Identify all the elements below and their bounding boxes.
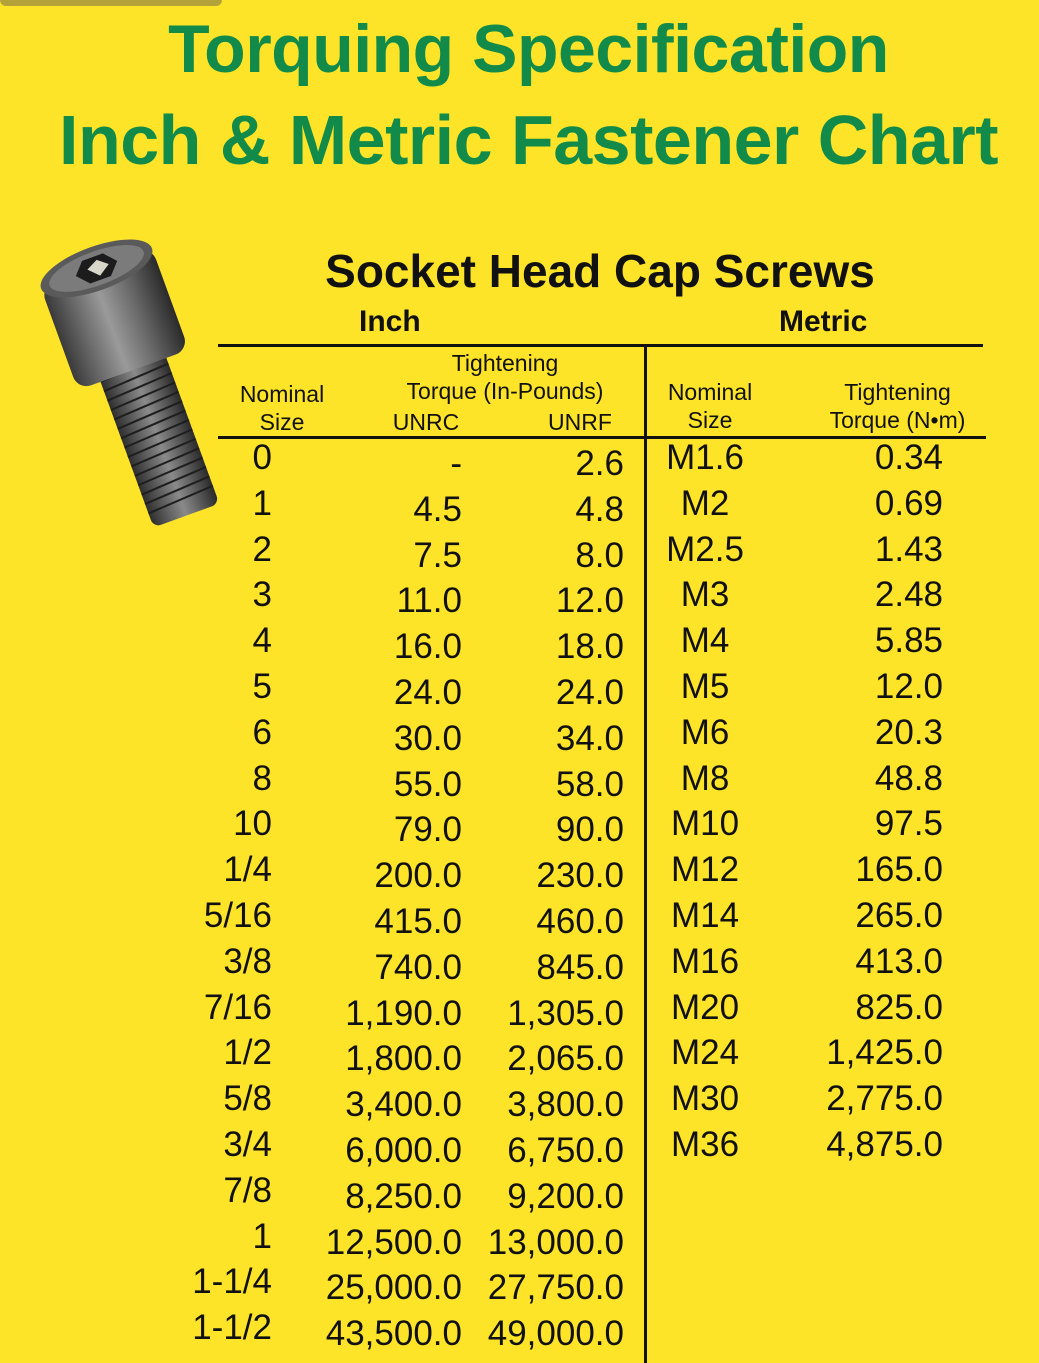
metric-nominal-size-cell: M24 [670, 1033, 740, 1073]
unrc-torque-cell: 200.0 [374, 856, 462, 896]
unrc-torque-cell: 24.0 [393, 673, 462, 712]
unrf-torque-cell: 8.0 [575, 535, 624, 575]
unrc-torque-cell: 25,000.0 [325, 1268, 462, 1308]
header-inch-tightening-line1: Tightening [451, 350, 559, 376]
unrc-torque-cell: 55.0 [393, 764, 462, 804]
header-metric-tightening-torque [815, 378, 980, 434]
metric-torque-cell: 12.0 [874, 667, 943, 706]
metric-torque-cell: 265.0 [855, 896, 943, 935]
metric-torque-cell: 97.5 [874, 804, 943, 844]
inch-nominal-size-cell: 5/8 [223, 1079, 272, 1119]
metric-torque-cell: 5.85 [874, 621, 943, 661]
inch-nominal-size-cell: 6 [252, 712, 272, 752]
header-inch-nominal-size [222, 380, 342, 436]
metric-torque-cell: 2.48 [874, 575, 943, 615]
unrf-torque-cell: 49,000.0 [487, 1314, 624, 1354]
header-inch-tightening-torque [380, 349, 630, 405]
header-inch-nominal-line2: Size [259, 409, 305, 435]
inch-nominal-size-cell: 7/16 [203, 987, 272, 1027]
unrf-torque-cell: 460.0 [536, 902, 624, 941]
metric-nominal-size-cell: M1.6 [666, 438, 744, 477]
header-inch-tightening-line2: Torque (In-Pounds) [406, 378, 604, 404]
header-metric-nominal-line1: Nominal [667, 379, 753, 405]
inch-nominal-size-cell: 3 [252, 575, 272, 615]
unrc-torque-cell: 12,500.0 [325, 1222, 462, 1262]
unrf-torque-cell: 12.0 [555, 581, 624, 621]
unrc-torque-cell: 740.0 [374, 947, 462, 987]
unrc-torque-cell: 4.5 [413, 489, 462, 529]
section-label-metric: Metric [779, 305, 868, 338]
metric-nominal-size-cell: M3 [680, 575, 730, 615]
metric-torque-cell: 4,875.0 [826, 1125, 943, 1164]
unrf-torque-cell: 24.0 [555, 673, 624, 712]
metric-nominal-size-cell: M2 [680, 483, 730, 523]
metric-torque-cell: 1.43 [874, 529, 943, 569]
metric-nominal-size-cell: M6 [680, 712, 730, 752]
inch-nominal-size-cell: 1/2 [223, 1033, 272, 1073]
metric-nominal-size-cell: M8 [680, 758, 730, 798]
inch-nominal-size-cell: 5/16 [203, 896, 272, 935]
unrc-torque-cell: 1,190.0 [345, 993, 462, 1033]
metric-torque-cell: 2,775.0 [826, 1079, 943, 1119]
column-divider [644, 344, 647, 1363]
metric-torque-cell: 413.0 [855, 941, 943, 981]
header-metric-tightening-line2: Torque (N•m) [829, 407, 966, 433]
unrc-torque-cell: 79.0 [393, 810, 462, 850]
unrc-torque-cell: 16.0 [393, 627, 462, 667]
page-title-line2: Inch & Metric Fastener Chart [59, 101, 998, 179]
metric-nominal-size-cell: M36 [670, 1125, 740, 1164]
unrc-torque-cell: 415.0 [374, 902, 462, 941]
metric-torque-cell: 48.8 [874, 758, 943, 798]
unrf-torque-cell: 230.0 [536, 856, 624, 896]
unrf-torque-cell: 4.8 [575, 489, 624, 529]
table-subtitle: Socket Head Cap Screws [325, 245, 875, 297]
unrf-torque-cell: 13,000.0 [487, 1222, 624, 1262]
unrf-torque-cell: 58.0 [555, 764, 624, 804]
inch-nominal-size-cell: 2 [252, 529, 272, 569]
header-metric-nominal-line2: Size [687, 407, 733, 433]
inch-nominal-size-cell: 5 [252, 667, 272, 706]
metric-torque-cell: 20.3 [874, 712, 943, 752]
unrf-torque-cell: 845.0 [536, 947, 624, 987]
metric-nominal-size-cell: M4 [680, 621, 730, 661]
metric-nominal-size-cell: M16 [670, 941, 740, 981]
unrf-torque-cell: 90.0 [555, 810, 624, 850]
header-inch-nominal-line1: Nominal [239, 381, 325, 407]
unrc-torque-cell: 30.0 [393, 718, 462, 758]
header-metric-tightening-line1: Tightening [844, 379, 951, 405]
socket-head-cap-screw-icon [40, 230, 230, 530]
header-metric-nominal-size [650, 378, 770, 434]
metric-torque-cell: 825.0 [855, 987, 943, 1027]
metric-nominal-size-cell: M14 [670, 896, 740, 935]
unrf-torque-cell: 2.6 [575, 444, 624, 483]
inch-nominal-size-cell: 3/8 [223, 941, 272, 981]
unrf-torque-cell: 18.0 [555, 627, 624, 667]
inch-nominal-size-cell: 1-1/4 [192, 1262, 272, 1302]
corner-tab [0, 0, 222, 6]
metric-nominal-size-cell: M2.5 [666, 529, 744, 569]
metric-nominal-size-cell: M30 [670, 1079, 740, 1119]
inch-header-rule [218, 436, 648, 439]
unrc-torque-cell: 11.0 [396, 581, 462, 621]
unrf-torque-cell: 3,800.0 [507, 1085, 624, 1125]
section-label-inch: Inch [359, 305, 421, 338]
metric-torque-cell: 0.69 [874, 483, 943, 523]
unrc-torque-cell: 6,000.0 [345, 1131, 462, 1170]
metric-nominal-size-cell: M5 [680, 667, 730, 706]
unrc-torque-cell: 3,400.0 [345, 1085, 462, 1125]
inch-nominal-size-cell: 8 [252, 758, 272, 798]
inch-nominal-size-cell: 3/4 [223, 1125, 272, 1164]
metric-torque-cell: 1,425.0 [826, 1033, 943, 1073]
table-top-rule [218, 344, 983, 347]
metric-torque-cell: 0.34 [874, 438, 943, 477]
page-title-line1: Torquing Specification [168, 11, 889, 87]
metric-torque-cell: 165.0 [855, 850, 943, 890]
inch-nominal-size-cell: 0 [252, 438, 272, 477]
header-unrc: UNRC [392, 409, 460, 435]
metric-nominal-size-cell: M20 [670, 987, 740, 1027]
unrc-torque-cell: 43,500.0 [325, 1314, 462, 1354]
unrc-torque-cell: 1,800.0 [345, 1039, 462, 1079]
inch-nominal-size-cell: 4 [252, 621, 272, 661]
metric-nominal-size-cell: M10 [670, 804, 740, 844]
inch-nominal-size-cell: 1 [252, 1216, 272, 1256]
inch-nominal-size-cell: 1/4 [223, 850, 272, 890]
unrf-torque-cell: 27,750.0 [487, 1268, 624, 1308]
inch-nominal-size-cell: 1-1/2 [192, 1308, 272, 1348]
header-unrf: UNRF [548, 409, 612, 435]
unrc-torque-cell: - [450, 444, 462, 483]
unrc-torque-cell: 8,250.0 [345, 1176, 462, 1216]
inch-nominal-size-cell: 7/8 [223, 1170, 272, 1210]
unrc-torque-cell: 7.5 [413, 535, 462, 575]
metric-nominal-size-cell: M12 [670, 850, 740, 890]
inch-nominal-size-cell: 10 [233, 804, 272, 844]
unrf-torque-cell: 2,065.0 [507, 1039, 624, 1079]
unrf-torque-cell: 6,750.0 [507, 1131, 624, 1170]
unrf-torque-cell: 1,305.0 [507, 993, 624, 1033]
inch-nominal-size-cell: 1 [252, 483, 272, 523]
unrf-torque-cell: 9,200.0 [507, 1176, 624, 1216]
unrf-torque-cell: 34.0 [555, 718, 624, 758]
